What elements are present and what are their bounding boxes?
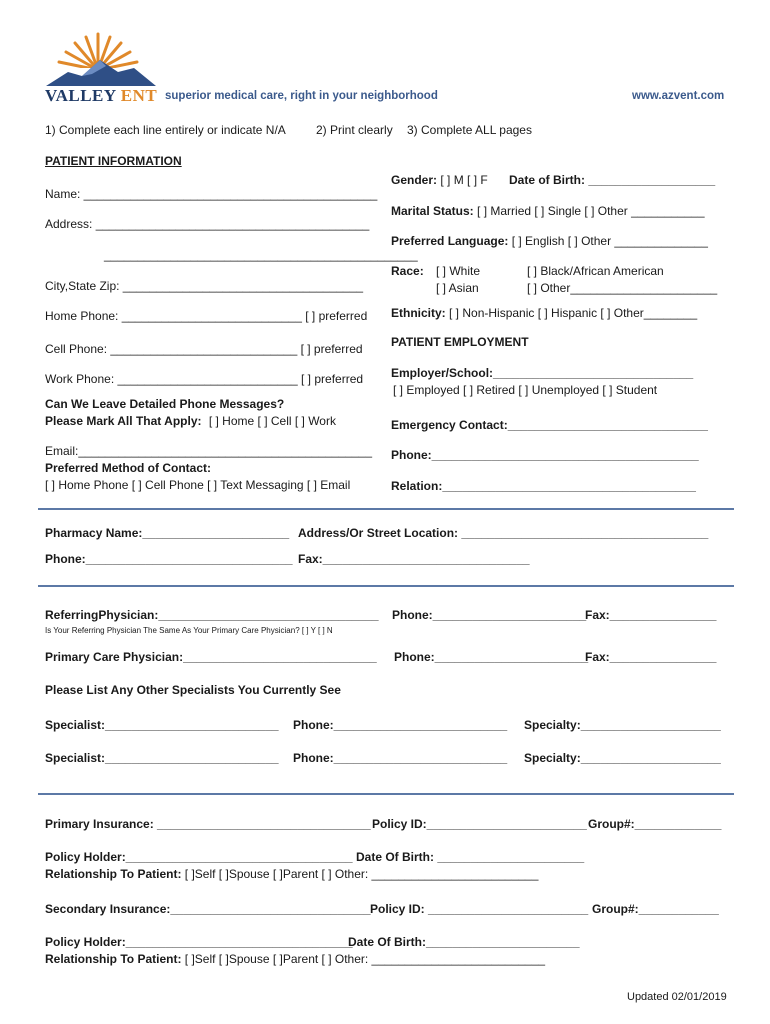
language-options[interactable]: [ ] English [ ] Other ______________ xyxy=(511,234,708,248)
section-divider xyxy=(38,585,734,587)
brand-name-second: ENT xyxy=(120,86,158,105)
emergency-phone-field[interactable]: Phone:________________________________________ xyxy=(391,448,699,462)
home-phone-field[interactable]: Home Phone: ___________________________ [ ] preferred xyxy=(45,309,368,323)
address-field[interactable]: Address: _________________________________________ xyxy=(45,217,370,231)
ethnicity-row xyxy=(391,306,697,320)
policy-holder-2-field[interactable]: Policy Holder:__________________________________ xyxy=(45,935,353,949)
secondary-group-field[interactable]: Group#:____________ xyxy=(592,902,719,916)
detailed-messages-question: Can We Leave Detailed Phone Messages? xyxy=(45,397,285,411)
preferred-method-options[interactable]: [ ] Home Phone [ ] Cell Phone [ ] Text Messaging [ ] Email xyxy=(45,478,351,492)
emergency-contact-field[interactable]: Emergency Contact:______________________________ xyxy=(391,418,708,432)
relationship-1-options[interactable]: [ ]Self [ ]Spouse [ ]Parent [ ] Other: _________________________ xyxy=(184,867,539,881)
marital-label: Marital Status: xyxy=(391,204,474,218)
holder-1-dob-field[interactable]: Date Of Birth: ______________________ xyxy=(356,850,585,864)
secondary-policy-id-field[interactable]: Policy ID: ________________________ xyxy=(370,902,589,916)
dob-field[interactable]: Date of Birth: ___________________ xyxy=(509,173,716,187)
mark-all-row xyxy=(45,414,336,428)
relation-field[interactable]: Relation:______________________________________ xyxy=(391,479,696,493)
section-divider xyxy=(38,508,734,510)
primary-insurance-field[interactable]: Primary Insurance: ________________________________ xyxy=(45,817,371,831)
race-other-option[interactable]: [ ] Other______________________ xyxy=(527,281,718,295)
section-divider xyxy=(38,793,734,795)
relationship-2-label: Relationship To Patient: xyxy=(45,952,182,966)
instruction-1: 1) Complete each line entirely or indicate N/A xyxy=(45,123,286,137)
logo xyxy=(42,30,164,88)
policy-holder-1-field[interactable]: Policy Holder:__________________________________ xyxy=(45,850,353,864)
gender-row xyxy=(391,173,488,187)
specialists-heading: Please List Any Other Specialists You Currently See xyxy=(45,683,341,697)
ethnicity-label: Ethnicity: xyxy=(391,306,446,320)
pcp-fax-field[interactable]: Fax:________________ xyxy=(585,650,717,664)
preferred-method-label: Preferred Method of Contact: xyxy=(45,461,212,475)
updated-date: Updated 02/01/2019 xyxy=(627,991,727,1003)
relationship-2-row xyxy=(45,952,545,966)
gender-options[interactable]: [ ] M [ ] F xyxy=(440,173,488,187)
work-phone-field[interactable]: Work Phone: ___________________________ [ ] preferred xyxy=(45,372,364,386)
email-field[interactable]: Email:____________________________________________ xyxy=(45,444,372,458)
referring-phone-field[interactable]: Phone:_______________________ xyxy=(392,608,587,622)
pcp-field[interactable]: Primary Care Physician:_____________________________ xyxy=(45,650,377,664)
tagline: superior medical care, right in your neighborhood xyxy=(165,90,438,102)
language-row xyxy=(391,234,708,248)
brand-name-first: VALLEY xyxy=(45,86,117,105)
specialist-1-phone-field[interactable]: Phone:__________________________ xyxy=(293,718,508,732)
pharmacy-fax-field[interactable]: Fax:_______________________________ xyxy=(298,552,530,566)
marital-row xyxy=(391,204,705,218)
relationship-1-row xyxy=(45,867,538,881)
gender-label: Gender: xyxy=(391,173,438,187)
referring-fax-field[interactable]: Fax:________________ xyxy=(585,608,717,622)
website-link[interactable]: www.azvent.com xyxy=(632,90,725,102)
holder-2-dob-field[interactable]: Date Of Birth:_______________________ xyxy=(348,935,580,949)
address-line2-field[interactable]: _______________________________________________ xyxy=(104,248,418,262)
relationship-1-label: Relationship To Patient: xyxy=(45,867,182,881)
mark-all-label: Please Mark All That Apply: xyxy=(45,414,202,428)
instruction-2: 2) Print clearly xyxy=(316,123,393,137)
ethnicity-options[interactable]: [ ] Non-Hispanic [ ] Hispanic [ ] Other________ xyxy=(449,306,698,320)
employment-status-options[interactable]: [ ] Employed [ ] Retired [ ] Unemployed [ ] Student xyxy=(393,383,658,397)
marital-options[interactable]: [ ] Married [ ] Single [ ] Other ___________ xyxy=(477,204,705,218)
mark-all-options[interactable]: [ ] Home [ ] Cell [ ] Work xyxy=(208,414,336,428)
language-label: Preferred Language: xyxy=(391,234,509,248)
secondary-insurance-field[interactable]: Secondary Insurance:______________________________ xyxy=(45,902,371,916)
specialist-1-specialty-field[interactable]: Specialty:_____________________ xyxy=(524,718,721,732)
referring-physician-field[interactable]: ReferringPhysician:_________________________________ xyxy=(45,608,379,622)
name-field[interactable]: Name: ____________________________________________ xyxy=(45,187,378,201)
employer-field[interactable]: Employer/School:______________________________ xyxy=(391,366,694,380)
specialist-1-field[interactable]: Specialist:__________________________ xyxy=(45,718,279,732)
pharmacy-phone-field[interactable]: Phone:_______________________________ xyxy=(45,552,293,566)
city-state-zip-field[interactable]: City,State Zip: ____________________________________ xyxy=(45,279,364,293)
race-black-option[interactable]: [ ] Black/African American xyxy=(527,264,664,278)
race-asian-option[interactable]: [ ] Asian xyxy=(436,281,479,295)
cell-phone-field[interactable]: Cell Phone: ____________________________ [ ] preferred xyxy=(45,342,363,356)
pcp-phone-field[interactable]: Phone:_______________________ xyxy=(394,650,589,664)
brand-name xyxy=(45,86,157,106)
pharmacy-address-field[interactable]: Address/Or Street Location: _____________________________________ xyxy=(298,526,709,540)
specialist-2-specialty-field[interactable]: Specialty:_____________________ xyxy=(524,751,721,765)
primary-policy-id-field[interactable]: Policy ID:________________________ xyxy=(372,817,587,831)
same-as-pcp-question[interactable]: Is Your Referring Physician The Same As Your Primary Care Physician? [ ] Y [ ] N xyxy=(45,626,333,635)
pharmacy-name-field[interactable]: Pharmacy Name:______________________ xyxy=(45,526,290,540)
relationship-2-options[interactable]: [ ]Self [ ]Spouse [ ]Parent [ ] Other: __________________________ xyxy=(184,952,546,966)
specialist-2-field[interactable]: Specialist:__________________________ xyxy=(45,751,279,765)
race-label: Race: xyxy=(391,264,424,278)
race-white-option[interactable]: [ ] White xyxy=(436,264,481,278)
patient-info-heading: PATIENT INFORMATION xyxy=(45,154,182,168)
mountain-sun-icon xyxy=(42,30,164,88)
primary-group-field[interactable]: Group#:_____________ xyxy=(588,817,722,831)
specialist-2-phone-field[interactable]: Phone:__________________________ xyxy=(293,751,508,765)
instruction-3: 3) Complete ALL pages xyxy=(407,123,532,137)
employment-heading: PATIENT EMPLOYMENT xyxy=(391,335,529,349)
